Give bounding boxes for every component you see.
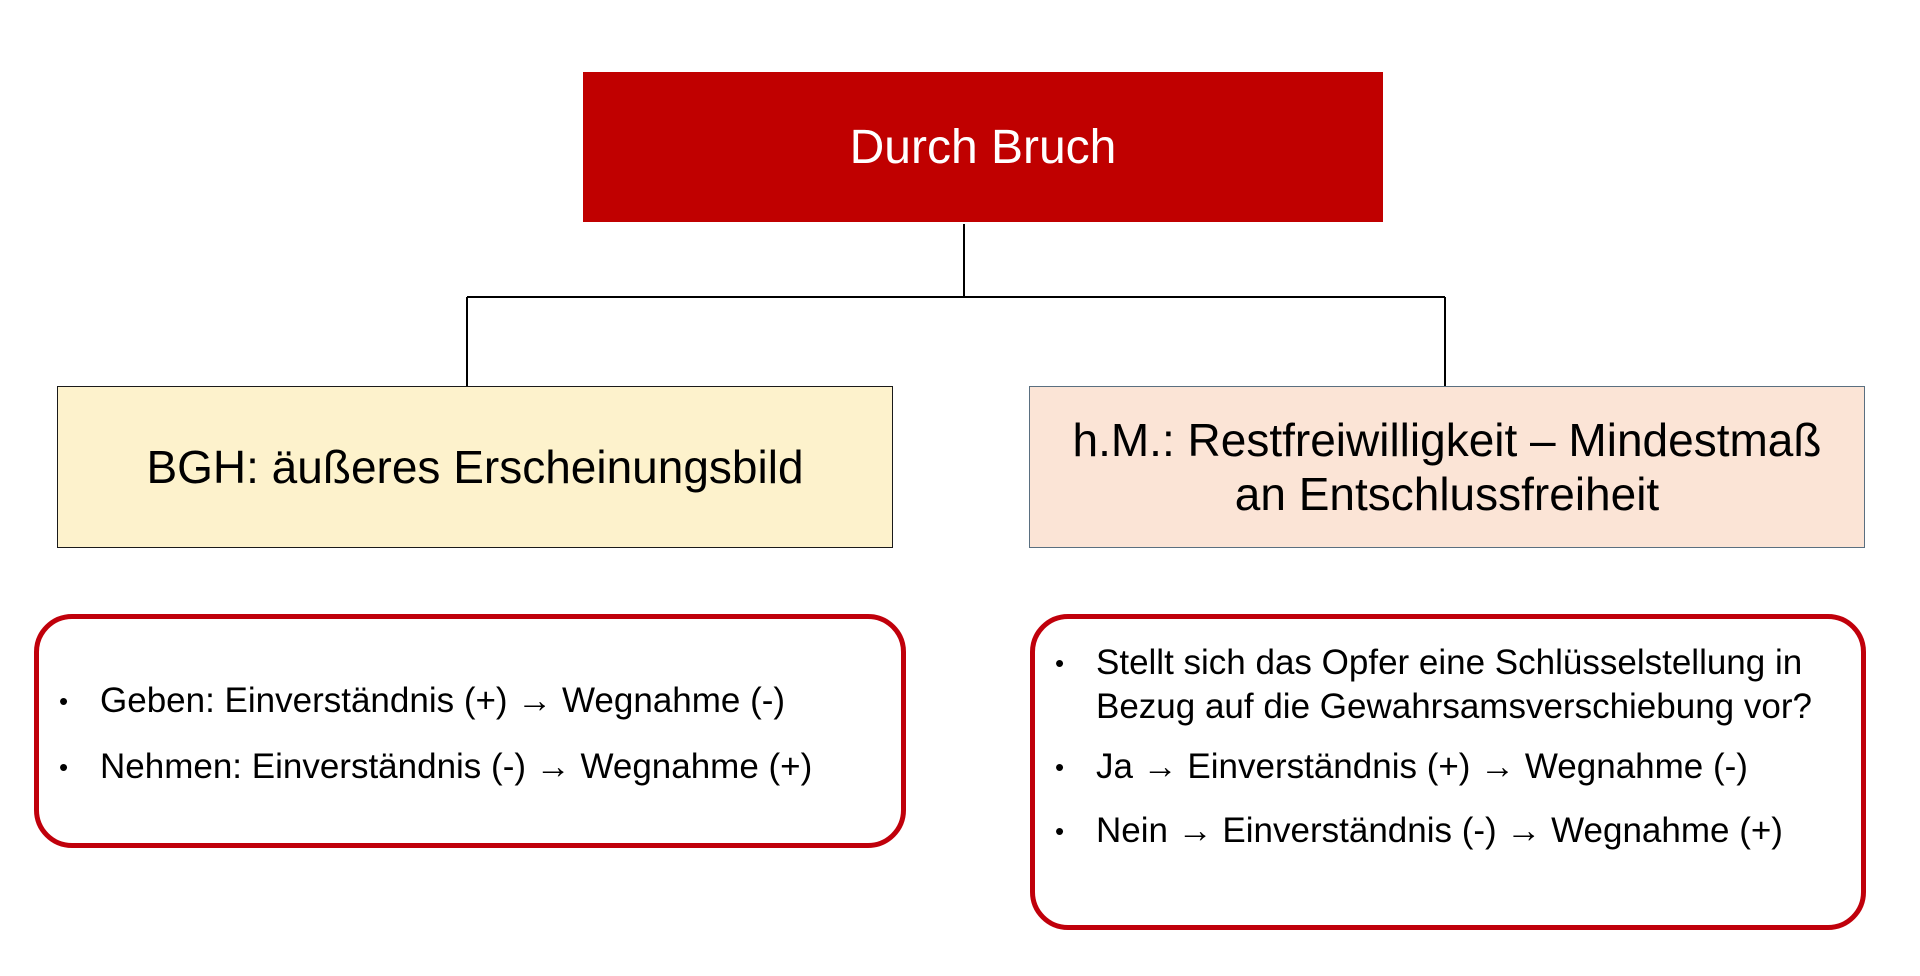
- right-node-label-line2: an Entschlussfreiheit: [1234, 468, 1660, 520]
- right-note-item-question: Stellt sich das Opfer eine Schlüsselstellung in Bezug auf die Gewahrsamsverschiebung vor?: [1096, 643, 1812, 726]
- bullet-icon: •: [1055, 752, 1065, 782]
- right-node-hm: [1029, 386, 1865, 548]
- right-node-label: [1073, 413, 1822, 521]
- bullet-icon: •: [59, 686, 69, 716]
- list-item: [59, 745, 881, 789]
- left-note-item-geben: Geben: Einverständnis (+) → Wegnahme (-): [100, 681, 786, 720]
- left-node-label: BGH: äußeres Erscheinungsbild: [146, 441, 804, 493]
- root-node-durch-bruch: [583, 72, 1383, 222]
- list-item: [1055, 745, 1841, 789]
- right-note-item-nein: Nein → Einverständnis (-) → Wegnahme (+): [1096, 811, 1783, 850]
- list-item: [59, 679, 881, 723]
- left-note-item-nehmen: Nehmen: Einverständnis (-) → Wegnahme (+): [100, 747, 813, 786]
- right-note-box: [1030, 614, 1866, 930]
- list-item: [1055, 809, 1841, 853]
- right-note-list: [1055, 641, 1841, 853]
- bullet-icon: •: [59, 752, 69, 782]
- left-node-bgh: [57, 386, 893, 548]
- bullet-icon: •: [1055, 816, 1065, 846]
- left-note-box: [34, 614, 906, 848]
- left-note-list: [59, 679, 881, 789]
- bullet-icon: •: [1055, 648, 1065, 678]
- list-item: [1055, 641, 1841, 729]
- right-note-item-ja: Ja → Einverständnis (+) → Wegnahme (-): [1096, 747, 1748, 786]
- right-node-label-line1: h.M.: Restfreiwilligkeit – Mindestmaß: [1072, 414, 1822, 466]
- root-node-label: Durch Bruch: [849, 120, 1117, 174]
